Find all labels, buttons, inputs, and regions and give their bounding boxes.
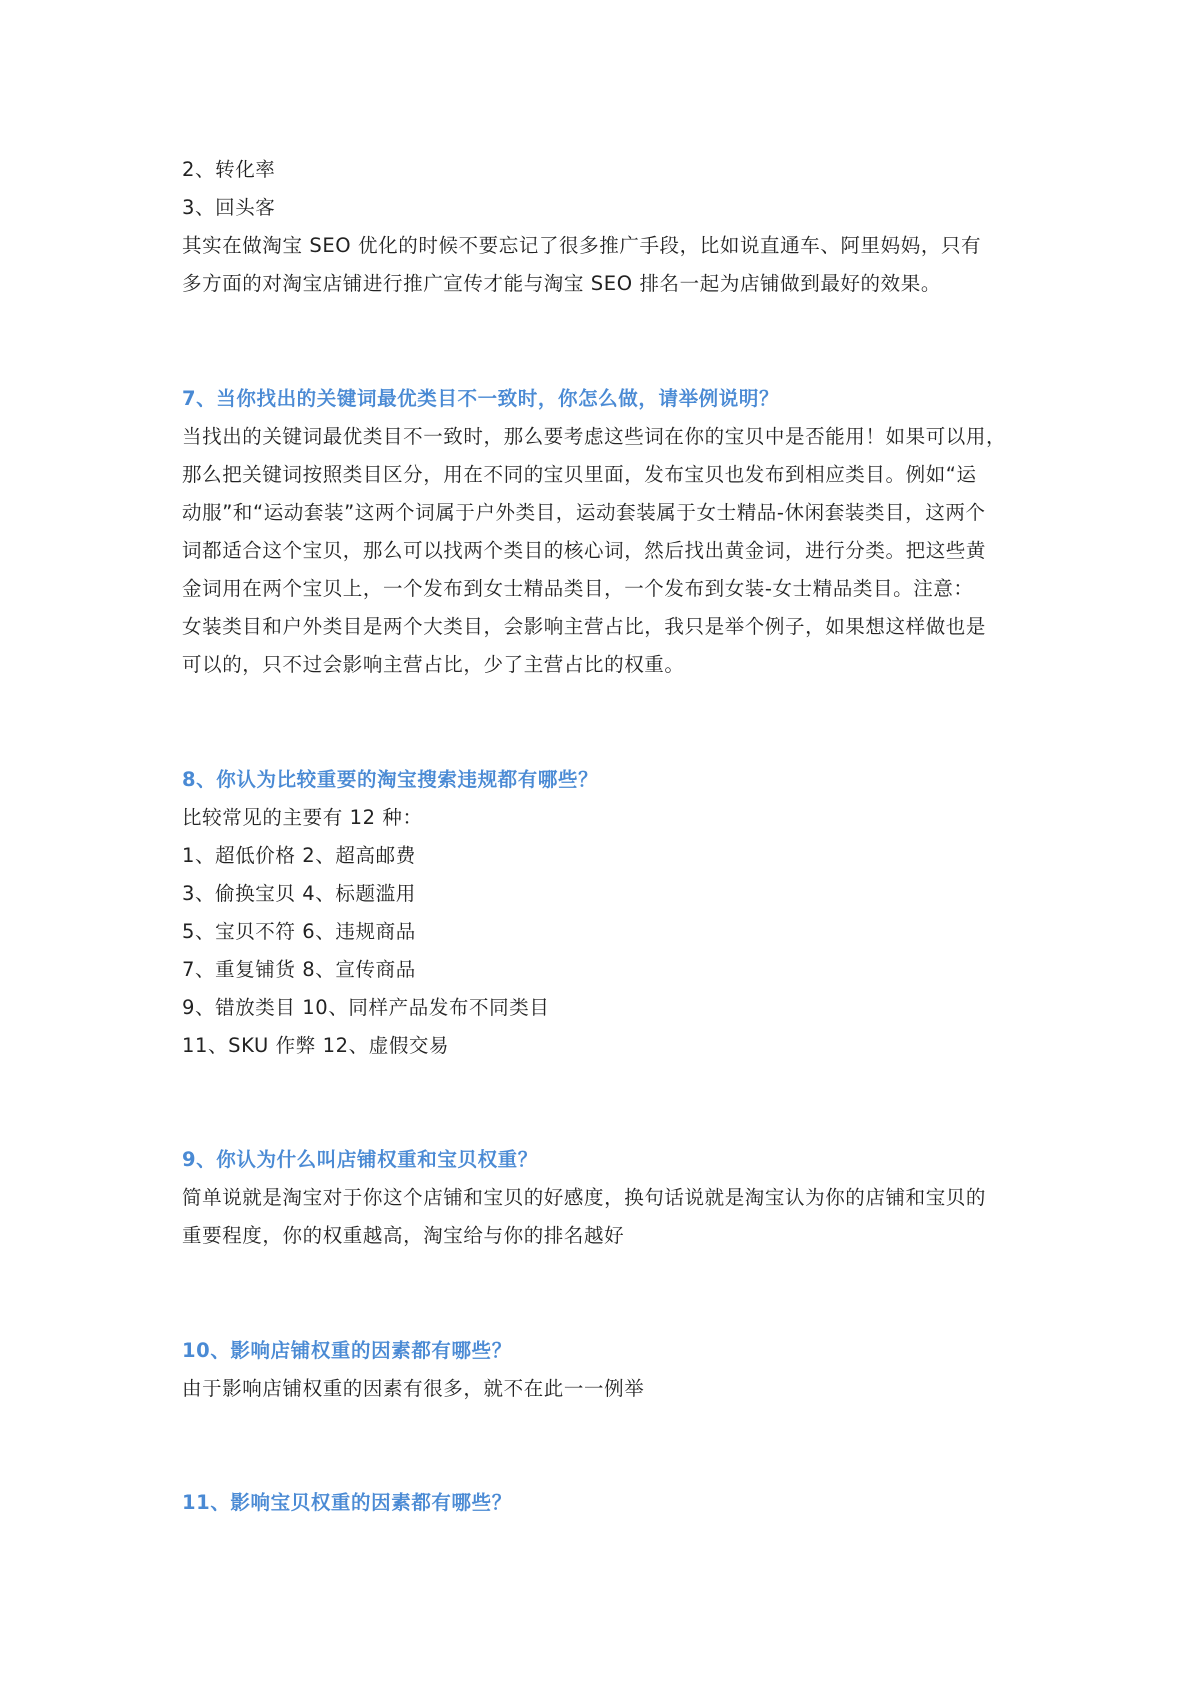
list-item: 3、偷换宝贝 4、标题滥用 <box>182 882 416 905</box>
list-item: 3、回头客 <box>182 196 276 219</box>
paragraph-line: 其实在做淘宝 SEO 优化的时候不要忘记了很多推广手段，比如说直通车、阿里妈妈，只有 <box>182 234 982 257</box>
question-8-section <box>182 761 1042 1065</box>
list-item: 5、宝贝不符 6、违规商品 <box>182 920 416 943</box>
question-heading: 8、你认为比较重要的淘宝搜索违规都有哪些？ <box>182 768 599 791</box>
question-heading: 10、影响店铺权重的因素都有哪些？ <box>182 1339 512 1362</box>
question-10-section <box>182 1332 1042 1408</box>
paragraph-line: 当找出的关键词最优类目不一致时，那么要考虑这些词在你的宝贝中是否能用！如果可以用， <box>182 425 1007 448</box>
list-item: 7、重复铺货 8、宣传商品 <box>182 958 416 981</box>
question-11-section <box>182 1484 1042 1522</box>
question-heading: 11、影响宝贝权重的因素都有哪些？ <box>182 1491 512 1514</box>
list-item: 1、超低价格 2、超高邮费 <box>182 844 416 867</box>
paragraph-line: 那么把关键词按照类目区分，用在不同的宝贝里面，发布宝贝也发布到相应类目。例如“运 <box>182 463 977 486</box>
intro-section <box>182 151 1042 303</box>
paragraph-line: 简单说就是淘宝对于你这个店铺和宝贝的好感度，换句话说就是淘宝认为你的店铺和宝贝的 <box>182 1186 987 1209</box>
paragraph-line: 词都适合这个宝贝，那么可以找两个类目的核心词，然后找出黄金词，进行分类。把这些黄 <box>182 539 987 562</box>
list-item: 9、错放类目 10、同样产品发布不同类目 <box>182 996 550 1019</box>
question-9-section <box>182 1141 1042 1255</box>
list-item: 11、SKU 作弊 12、虚假交易 <box>182 1034 450 1057</box>
paragraph-line: 金词用在两个宝贝上，一个发布到女士精品类目，一个发布到女装-女士精品类目。注意： <box>182 577 974 600</box>
question-heading: 9、你认为什么叫店铺权重和宝贝权重？ <box>182 1148 538 1171</box>
paragraph-line: 比较常见的主要有 12 种： <box>182 806 423 829</box>
paragraph-line: 重要程度，你的权重越高，淘宝给与你的排名越好 <box>182 1224 625 1247</box>
list-item: 2、转化率 <box>182 158 276 181</box>
paragraph-line: 动服”和“运动套装”这两个词属于户外类目，运动套装属于女士精品-休闲套装类目，这两个 <box>182 501 986 524</box>
paragraph-line: 可以的，只不过会影响主营占比，少了主营占比的权重。 <box>182 653 685 676</box>
question-7-section <box>182 380 1042 684</box>
paragraph-line: 多方面的对淘宝店铺进行推广宣传才能与淘宝 SEO 排名一起为店铺做到最好的效果。 <box>182 272 941 295</box>
paragraph-line: 由于影响店铺权重的因素有很多，就不在此一一例举 <box>182 1377 645 1400</box>
question-heading: 7、当你找出的关键词最优类目不一致时，你怎么做，请举例说明？ <box>182 387 780 410</box>
paragraph-line: 女装类目和户外类目是两个大类目，会影响主营占比，我只是举个例子，如果想这样做也是 <box>182 615 987 638</box>
